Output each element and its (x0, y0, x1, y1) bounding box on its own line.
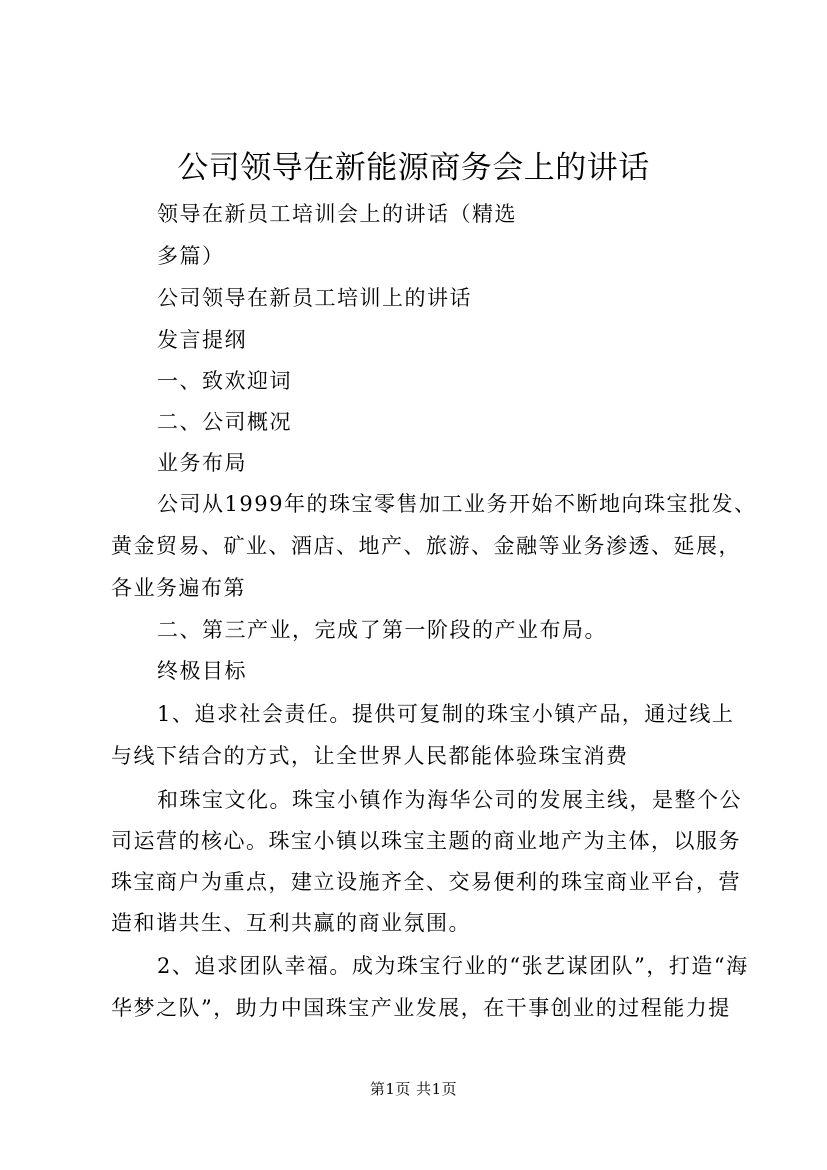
body-line: 二、公司概况 (157, 410, 292, 434)
body-line: 黄金贸易、矿业、酒店、地产、旅游、金融等业务渗透、延展， (111, 534, 741, 558)
body-line: 华梦之队”，助力中国珠宝产业发展，在干事创业的过程能力提 (111, 996, 731, 1020)
body-line: 领导在新员工培训会上的讲话（精选 (157, 202, 517, 226)
body-line: 造和谐共生、互利共赢的商业氛围。 (111, 911, 471, 935)
body-line: 与线下结合的方式，让全世界人民都能体验珠宝消费 (111, 744, 629, 768)
body-line: 多篇） (157, 244, 225, 268)
body-line: 终极目标 (157, 659, 247, 683)
body-line: 各业务遍布第 (111, 576, 246, 600)
body-line: 公司领导在新员工培训上的讲话 (157, 286, 472, 310)
body-line: 珠宝商户为重点，建立设施齐全、交易便利的珠宝商业平台，营 (111, 870, 741, 894)
body-line: 发言提纲 (157, 328, 247, 352)
page-footer: 第1页 共1页 (369, 1080, 458, 1098)
body-line: 公司从1999年的珠宝零售加工业务开始不断地向珠宝批发、 (157, 492, 757, 516)
body-line: 司运营的核心。珠宝小镇以珠宝主题的商业地产为主体，以服务 (111, 829, 741, 853)
body-line: 1、追求社会责任。提供可复制的珠宝小镇产品，通过线上 (157, 702, 735, 726)
page-title: 公司领导在新能源商务会上的讲话 (177, 150, 650, 186)
body-line: 业务布局 (157, 451, 247, 475)
body-line: 和珠宝文化。珠宝小镇作为海华公司的发展主线，是整个公 (157, 788, 742, 812)
body-line: 二、第三产业，完成了第一阶段的产业布局。 (157, 618, 607, 642)
body-line: 2、追求团队幸福。成为珠宝行业的“张艺谋团队”，打造“海 (157, 954, 749, 978)
body-line: 一、致欢迎词 (157, 369, 292, 393)
